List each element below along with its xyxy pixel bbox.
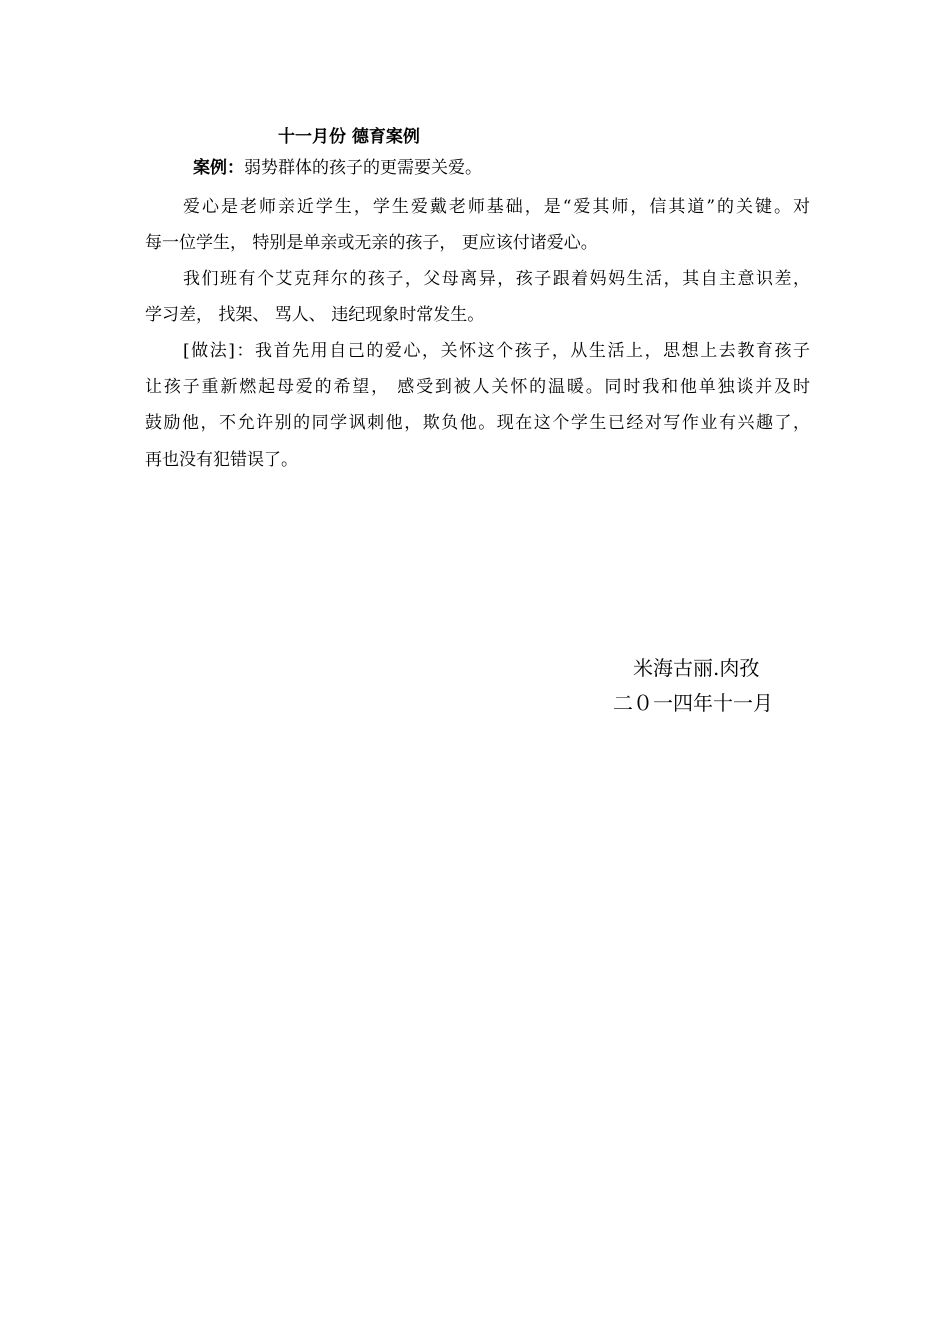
paragraph-3-line-4: 再也没有犯错误了。 [145, 450, 298, 470]
case-line [193, 155, 793, 181]
paragraph-3-line-1: [做法]：我首先用自己的爱心，关怀这个孩子，从生活上，思想上去教育孩子 [183, 341, 810, 361]
paragraph-3-line-3: 鼓励他，不允许别的同学讽刺他，欺负他。现在这个学生已经对写作业有兴趣了， [145, 413, 810, 433]
signature-name: 米海古丽.肉孜 [633, 656, 760, 680]
paragraph-2-line-2: 学习差， 找架、 骂人、 违纪现象时常发生。 [145, 305, 485, 325]
document-title: 十一月份 德育案例 [278, 127, 420, 147]
signature-date: 二０一四年十一月 [613, 691, 773, 715]
paragraph-3-line-2: 让孩子重新燃起母爱的希望， 感受到被人关怀的温暖。同时我和他单独谈并及时 [145, 377, 810, 397]
case-text: 弱势群体的孩子的更需要关爱。 [244, 158, 482, 178]
paragraph-1-line-2: 每一位学生， 特别是单亲或无亲的孩子， 更应该付诸爱心。 [145, 233, 598, 253]
paragraph-1-line-1: 爱心是老师亲近学生，学生爱戴老师基础，是“爱其师，信其道”的关键。对 [183, 197, 810, 217]
paragraph-2-line-1: 我们班有个艾克拜尔的孩子，父母离异，孩子跟着妈妈生活，其自主意识差， [183, 269, 810, 289]
case-label: 案例： [193, 158, 244, 178]
